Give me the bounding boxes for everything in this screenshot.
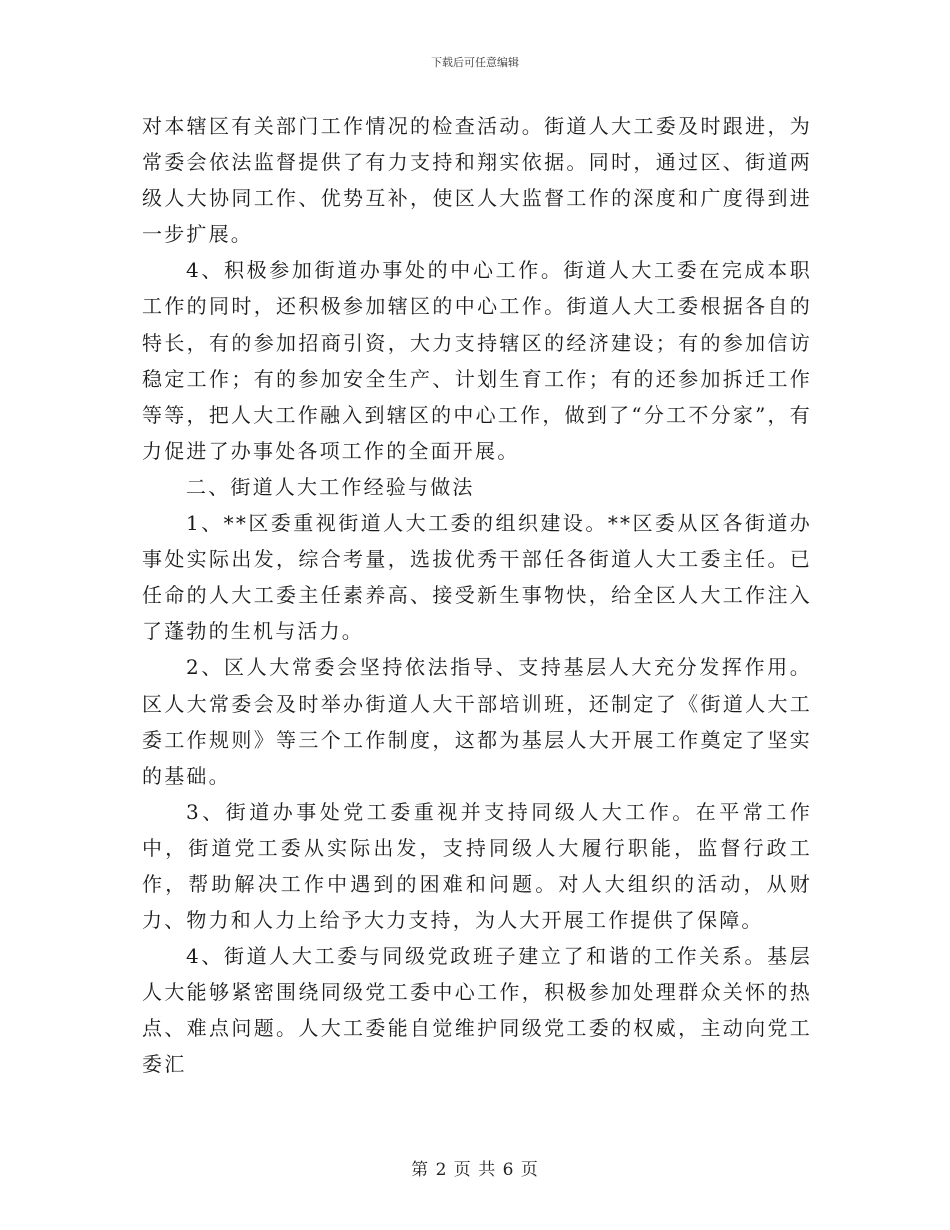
paragraph: 1、**区委重视街道人大工委的组织建设。**区委从区各街道办事处实际出发，综合考量，选拔优秀干部任各街道人大工委主任。已任命的人大工委主任素养高、接受新生事物快，给全区人大工作注入了蓬勃的生机与活力。 [142, 511, 812, 644]
paragraph: 4、街道人大工委与同级党政班子建立了和谐的工作关系。基层人大能够紧密围绕同级党工委中心工作，积极参加处理群众关怀的热点、难点问题。人大工委能自觉维护同级党工委的权威，主动向党工委汇 [142, 944, 812, 1077]
document-body [142, 108, 812, 1083]
section-heading: 二、街道人大工作经验与做法 [186, 474, 475, 499]
paragraph: 2、区人大常委会坚持依法指导、支持基层人大充分发挥作用。区人大常委会及时举办街道人大干部培训班，还制定了《街道人大工委工作规则》等三个工作制度，这都为基层人大开展工作奠定了坚实的基础。 [142, 655, 812, 788]
page-number: 第 2 页 共 6 页 [411, 1160, 539, 1180]
page-header: 下载后可任意编辑 [431, 56, 519, 69]
paragraph: 4、积极参加街道办事处的中心工作。街道人大工委在完成本职工作的同时，还积极参加辖区的中心工作。街道人大工委根据各自的特长，有的参加招商引资，大力支持辖区的经济建设；有的参加信访稳定工作；有的参加安全生产、计划生育工作；有的还参加拆迁工作等等，把人大工作融入到辖区的中心工作，做到了“分工不分家”，有力促进了办事处各项工作的全面开展。 [142, 258, 812, 463]
paragraph: 3、街道办事处党工委重视并支持同级人大工作。在平常工作中，街道党工委从实际出发，支持同级人大履行职能，监督行政工作，帮助解决工作中遇到的困难和问题。对人大组织的活动，从财力、物力和人力上给予大力支持，为人大开展工作提供了保障。 [142, 799, 812, 933]
paragraph: 对本辖区有关部门工作情况的检查活动。街道人大工委及时跟进，为常委会依法监督提供了有力支持和翔实依据。同时，通过区、街道两级人大协同工作、优势互补，使区人大监督工作的深度和广度得到进一步扩展。 [142, 114, 812, 247]
